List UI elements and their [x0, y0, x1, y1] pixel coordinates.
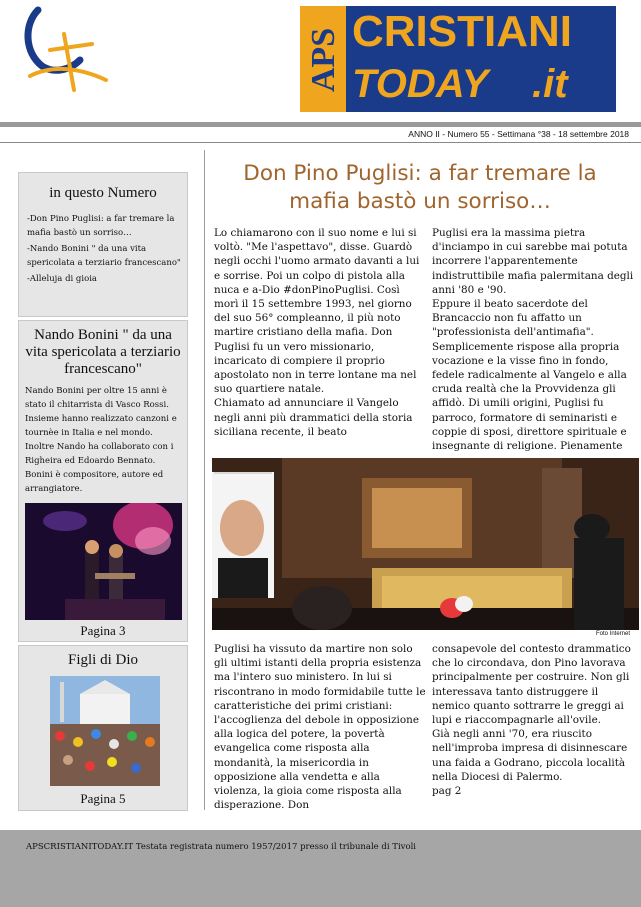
issue-divider [0, 142, 641, 143]
figli-page-ref[interactable]: Pagina 5 [80, 791, 126, 806]
fish-cross-logo-icon [20, 4, 112, 92]
toc-item[interactable]: -Don Pino Puglisi: a far tremare la mafia bastò un sorriso… [27, 214, 175, 238]
bonini-text: Nando Bonini per oltre 15 anni è stato il chitarrista di Vasco Rossi. Insieme hanno realizzato canzoni e tournèe in Italia e nel mondo. Inoltre Nando ha collaborato con i Righeira ed Edoardo Bennato. Bonini è compositore, autore ed arrangiatore. [25, 386, 177, 494]
crowd-photo [50, 676, 160, 786]
issue-info: ANNO II - Numero 55 - Settimana °38 - 18 settembre 2018 [408, 129, 629, 139]
article-column-1: Lo chiamarono con il suo nome e lui si voltò. "Me l'aspettavo", disse. Guardò negli occhi l'uomo armato davanti a lui e sorrise. Poi un colpo di pistola alla nuca e a-Dio #donPinoPuglisi. Così morì il 15 settembre 1993, nel giorno del suo 56° compleanno, il più noto martire cristiano della mafia. Don Puglisi fu un vero missionario, incaricato di compiere il proprio apostolato non in terre lontane ma nel suo quartiere natale. Chiamato ad annunciare il Vangelo negli anni più drammatici della storia siciliana recente, il beato [214, 227, 420, 438]
church-tomb-photo [212, 458, 639, 630]
page-footer [0, 830, 641, 907]
bonini-title: Nando Bonini " da una vita spericolata a terziario francescano" [25, 327, 181, 377]
toc-item[interactable]: -Alleluja di gioia [27, 274, 98, 284]
masthead-title-line1: CRISTIANI [352, 7, 572, 56]
sidebar-bonini-box [18, 320, 188, 642]
masthead-suffix: .it [532, 62, 568, 106]
article-column-2: Puglisi era la massima pietra d'inciampo in cui sarebbe mai potuta incorrere l'apparentemente indistruttibile mafia palermitana degli anni '80 e '90. Eppure il beato sacerdote del Brancaccio non fu affatto un "professionista dell'antimafia". Semplicemente rispose alla propria vocazione e la visse fino in fondo, fedele radicalmente al Vangelo e alla cruda realtà che la Provvidenza gli affidò. Di umili origini, Puglisi fu parroco, formatore di seminaristi e coppie di sposi, direttore spirituale e insegnante di religione. Pienamente [432, 227, 634, 453]
toc-list [27, 212, 187, 286]
figli-title: Figli di Dio [67, 652, 138, 668]
masthead-aps: APS [305, 27, 342, 93]
header-divider [0, 122, 641, 127]
bonini-page-ref[interactable]: Pagina 3 [80, 623, 126, 638]
masthead-logo [300, 6, 616, 112]
aps-box [300, 6, 346, 112]
article-column-4: consapevole del contesto drammatico che lo circondava, don Pino lavorava principalmente per costruire. Non gli interessava tanto distruggere il nemico quanto sottrarre le greggi ai lupi e riaccompagnarle all'ovile. Già negli anni '70, era riuscito nell'improba impresa di disinnescare una faida a Godrano, piccola località nella Diocesi di Palermo. pag 2 [432, 643, 631, 798]
toc-item[interactable]: -Nando Bonini " da una vita spericolata a terziario francescano" [27, 244, 181, 268]
photo-credit: Foto Internet [596, 631, 631, 637]
footer-text: APSCRISTIANITODAY.IT Testata registrata numero 1957/2017 presso il tribunale di Tivoli [26, 842, 417, 852]
concert-photo [25, 503, 182, 620]
article-column-3: Puglisi ha vissuto da martire non solo gli ultimi istanti della propria esistenza ma l'intero suo ministero. In lui si riscontrano in modo formidabile tutte le caratteristiche dei primi cristiani: l'accoglienza del debole in opposizione alla logica del potere, la povertà evangelica come risposta alla mondanità, la misericordia in opposizione alla vendetta e alla violenza, la gioia come risposta alla disperazione. Don [214, 643, 426, 812]
masthead-title-line2: TODAY [352, 62, 489, 106]
page-header [0, 0, 641, 122]
article-headline: Don Pino Puglisi: a far tremare la mafia bastò un sorriso… [243, 161, 597, 214]
column-divider [204, 150, 205, 810]
sidebar-toc-box [18, 172, 188, 317]
toc-title: in questo Numero [49, 185, 157, 201]
sidebar-figli-box [18, 645, 188, 811]
